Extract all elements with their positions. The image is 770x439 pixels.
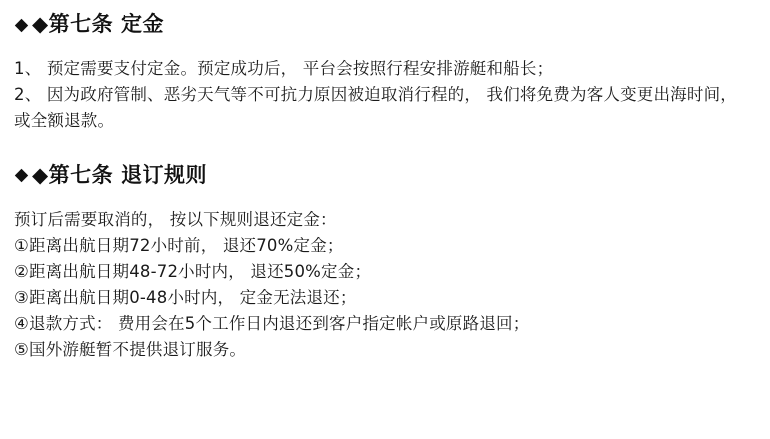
section-cancellation	[14, 161, 756, 364]
list-item: ⑤国外游艇暂不提供退订服务。	[14, 340, 247, 360]
section-heading-cancellation	[14, 161, 756, 189]
diamond-bullet-icon	[14, 18, 29, 33]
section-heading-cancellation-label: ◆第七条 退订规则	[32, 162, 207, 187]
list-item: ②距离出航日期48-72小时内， 退还50%定金；	[14, 262, 372, 281]
list-item: ④退款方式： 费用会在5个工作日内退还到客户指定帐户或原路退回；	[14, 314, 530, 334]
diamond-bullet-icon	[14, 168, 29, 183]
section-heading-deposit	[14, 10, 756, 38]
section-deposit	[14, 10, 756, 135]
list-item: ③距离出航日期0-48小时内， 定金无法退还；	[14, 288, 357, 308]
section-deposit-body	[14, 56, 756, 134]
paragraph-deposit-1: 1、 预定需要支付定金。预定成功后， 平台会按照行程安排游艇和船长；	[14, 59, 554, 79]
section-heading-deposit-label: ◆第七条 定金	[32, 12, 164, 36]
section-cancellation-body	[14, 207, 756, 363]
paragraph-deposit-2: 2、 因为政府管制、恶劣天气等不可抗力原因被迫取消行程的， 我们将免费为客人变更出海时间， 或全额退款。	[14, 85, 743, 131]
list-item: ①距离出航日期72小时前， 退还70%定金；	[14, 235, 344, 255]
paragraph-cancellation-intro: 预订后需要取消的， 按以下规则退还定金：	[14, 209, 337, 229]
